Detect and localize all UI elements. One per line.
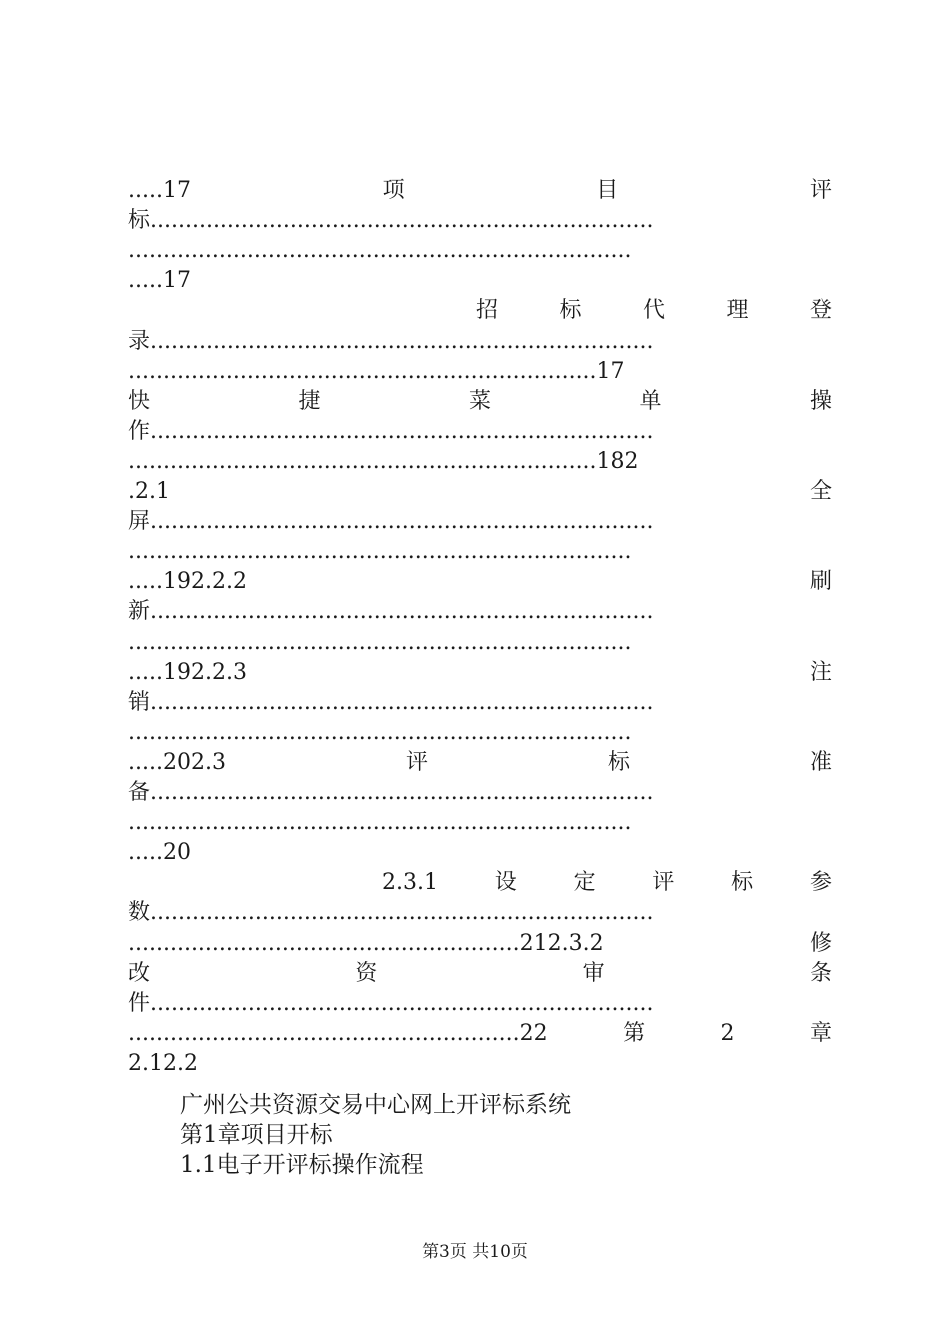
- toc-text: .....20: [128, 840, 191, 866]
- toc-text: 录........................................................................: [128, 328, 654, 354]
- toc-text: 理: [726, 298, 749, 324]
- toc-text: 目: [596, 178, 619, 203]
- toc-text: .....192.2.2: [128, 569, 247, 595]
- toc-text: .....17: [128, 268, 191, 294]
- toc-line: [128, 748, 832, 778]
- toc-text: 登: [809, 298, 832, 324]
- toc-text: 改: [128, 960, 151, 986]
- toc-text: 2: [720, 1020, 735, 1046]
- section-heading: 1.1电子开评标操作流程: [180, 1152, 424, 1178]
- toc-line: [128, 989, 832, 1019]
- toc-line: [128, 778, 832, 808]
- toc-line: [128, 537, 832, 567]
- toc-text: ........................................................................: [128, 539, 632, 565]
- toc-text: ...................................................................17: [128, 358, 625, 384]
- toc-text: .....202.3: [128, 749, 226, 775]
- toc-text: ........................................................................: [128, 238, 632, 264]
- toc-text: .....17: [128, 178, 191, 203]
- toc-text: 审: [582, 960, 605, 986]
- toc-text: 评: [809, 178, 832, 203]
- toc-text: 作........................................................................: [128, 418, 654, 444]
- toc-text: 修: [809, 930, 832, 956]
- toc-line: [128, 838, 832, 868]
- toc-text: 项: [382, 178, 405, 203]
- toc-text: 新........................................................................: [128, 599, 654, 625]
- toc-text: .2.1: [128, 479, 170, 504]
- toc-text: 注: [809, 659, 832, 685]
- toc-text: 资: [355, 960, 378, 986]
- toc-text: 参: [809, 870, 832, 896]
- toc-line: [128, 266, 832, 296]
- toc-text: 件........................................................................: [128, 990, 654, 1016]
- toc-text: 条: [809, 960, 832, 986]
- toc-line: [128, 357, 832, 387]
- toc-text: ........................................................................: [128, 719, 632, 745]
- toc-text: 备........................................................................: [128, 780, 654, 805]
- toc-line: [128, 507, 832, 537]
- toc-line: [128, 929, 832, 959]
- toc-text: 标: [559, 298, 582, 324]
- toc-text: ........................................................22: [128, 1020, 548, 1046]
- toc-text: 2.12.2: [128, 1050, 198, 1076]
- toc-text: 屏........................................................................: [128, 509, 654, 535]
- toc-line: [128, 477, 832, 507]
- toc-text: 章: [809, 1020, 832, 1046]
- toc-line: [382, 868, 832, 898]
- toc-text: 操: [809, 388, 832, 414]
- toc-line: [128, 447, 832, 477]
- toc-line: [128, 597, 832, 627]
- toc-text: 快: [128, 388, 151, 414]
- toc-line: [128, 567, 832, 597]
- toc-text: 评: [652, 870, 675, 896]
- toc-text: 2.3.1: [382, 870, 438, 896]
- toc-line: [128, 327, 832, 357]
- toc-text: 设: [494, 870, 517, 896]
- toc-text: ........................................................................: [128, 629, 632, 655]
- toc-text: 刷: [809, 569, 832, 595]
- toc-text: 标........................................................................: [128, 208, 654, 234]
- toc-text: 代: [642, 298, 665, 324]
- toc-text: 标: [731, 870, 754, 896]
- toc-line: [128, 658, 832, 688]
- toc-text: 定: [573, 870, 596, 896]
- toc-line: [128, 236, 832, 266]
- toc-line: [476, 296, 832, 326]
- toc-line: [128, 959, 832, 989]
- toc-line: [128, 718, 832, 748]
- toc-text: 标: [607, 749, 630, 775]
- toc-line: [128, 417, 832, 447]
- toc-text: 单: [639, 388, 662, 414]
- chapter-heading: 第1章项目开标: [180, 1122, 333, 1148]
- page-footer: 第3页 共10页: [422, 1242, 528, 1262]
- toc-text: 招: [476, 298, 499, 324]
- toc-line: [128, 176, 832, 206]
- toc-text: 评: [405, 749, 428, 775]
- toc-line: [128, 206, 832, 236]
- toc-line: [128, 1019, 832, 1049]
- system-title: 广州公共资源交易中心网上开评标系统: [180, 1092, 571, 1118]
- toc-text: 销........................................................................: [128, 689, 654, 715]
- toc-line: [128, 688, 832, 718]
- toc-text: ........................................................212.3.2: [128, 930, 604, 956]
- toc-text: 准: [809, 749, 832, 775]
- toc-line: [128, 1049, 832, 1079]
- toc-line: [128, 808, 832, 838]
- toc-line: [128, 387, 832, 417]
- toc-line: [128, 628, 832, 658]
- toc-text: 第: [623, 1020, 646, 1046]
- toc-line: [128, 898, 832, 928]
- toc-text: 全: [809, 479, 832, 504]
- toc-text: 菜: [468, 388, 491, 414]
- toc-text: ........................................................................: [128, 810, 632, 836]
- toc-text: .....192.2.3: [128, 659, 247, 685]
- toc-text: 捷: [298, 388, 321, 414]
- toc-text: 数........................................................................: [128, 900, 654, 926]
- toc-text: ...................................................................182: [128, 448, 639, 474]
